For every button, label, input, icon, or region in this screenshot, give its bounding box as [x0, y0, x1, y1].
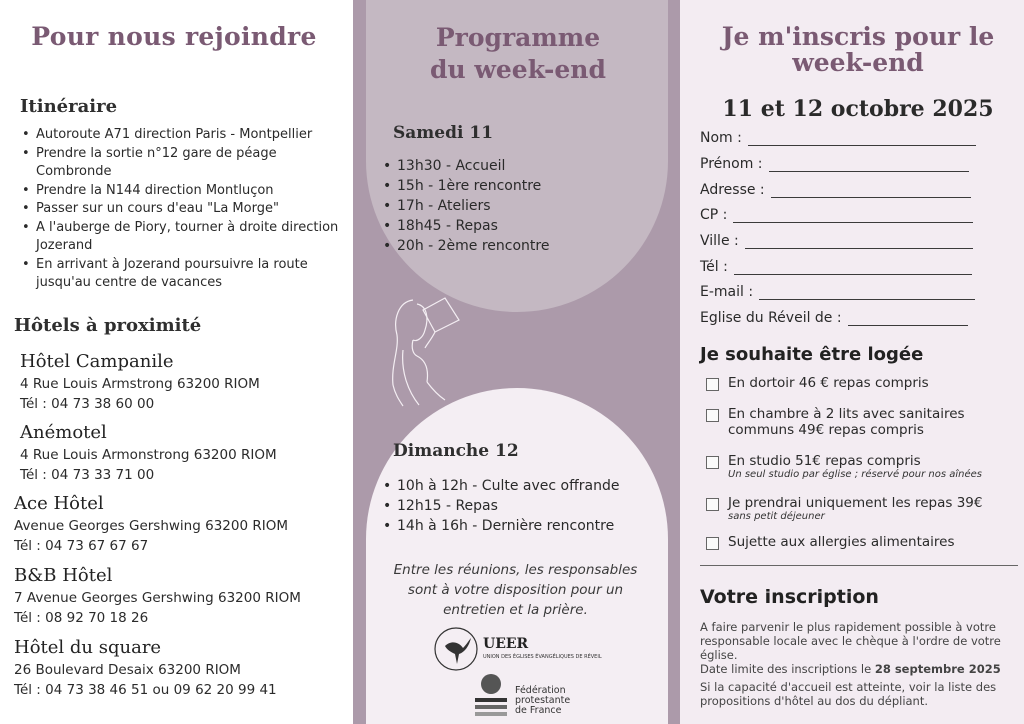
field-cp[interactable]: [700, 207, 973, 223]
checkbox[interactable]: [706, 498, 719, 511]
divider: [700, 565, 1018, 566]
field-line[interactable]: [769, 158, 969, 172]
itinerary-step: • Prendre la N144 direction Montluçon: [20, 182, 340, 201]
fpf-name: [515, 686, 570, 716]
field-adresse[interactable]: [700, 182, 971, 198]
option-note: sans petit déjeuner: [728, 511, 825, 522]
hotel-name: Anémotel: [20, 422, 107, 443]
program-note: Entre les réunions, les responsables sont à votre disposition pour un entretien et la prière.: [393, 562, 638, 618]
registration-title-line1: Je m'inscris pour le: [721, 22, 995, 51]
option-dortoir[interactable]: [706, 375, 929, 391]
registration-instructions: A faire parvenir le plus rapidement possible à votre responsable locale avec le chèque à l'ordre de votre église.: [700, 620, 1001, 662]
checkbox[interactable]: [706, 537, 719, 550]
fpf-logo: [473, 672, 603, 722]
checkbox[interactable]: [706, 409, 719, 422]
schedule-item: • 13h30 - Accueil: [381, 156, 651, 176]
hotel-entry: [14, 636, 277, 700]
hotel-name: Ace Hôtel: [14, 493, 104, 514]
dove-icon: [433, 626, 479, 672]
sunday-title: Dimanche 12: [393, 441, 519, 461]
itinerary-list: [20, 126, 340, 293]
hotel-address: 26 Boulevard Desaix 63200 RIOM: [14, 662, 241, 678]
registration-title-line2: week-end: [792, 48, 924, 77]
registration-deadline: [700, 662, 1010, 676]
hotel-address: Avenue Georges Gershwing 63200 RIOM: [14, 518, 288, 534]
schedule-item: • 20h - 2ème rencontre: [381, 236, 651, 256]
field-ville[interactable]: [700, 233, 973, 249]
hotel-phone: Tél : 08 92 70 18 26: [14, 610, 149, 626]
hotel-entry: [20, 421, 277, 485]
option-studio[interactable]: [706, 453, 1016, 481]
deadline-prefix: Date limite des inscriptions le: [700, 662, 875, 676]
registration-title: Votre inscription: [700, 586, 879, 608]
hotel-phone: Tél : 04 73 38 60 00: [20, 396, 155, 412]
ueer-full-name: UNION DES ÉGLISES ÉVANGÉLIQUES DE RÉVEIL: [483, 654, 602, 660]
schedule-item: • 10h à 12h - Culte avec offrande: [381, 476, 661, 496]
hotel-address: 4 Rue Louis Armonstrong 63200 RIOM: [20, 447, 277, 463]
field-label: Ville :: [700, 233, 739, 249]
program-title-line2: du week-end: [430, 55, 606, 84]
itinerary-step: • En arrivant à Jozerand poursuivre la route jusqu'au centre de vacances: [20, 256, 340, 293]
lodging-title: Je souhaite être logée: [700, 344, 924, 365]
left-title: Pour nous rejoindre: [31, 22, 317, 51]
option-note: Un seul studio par église ; réservé pour nos aînées: [728, 469, 982, 480]
field-line[interactable]: [759, 286, 975, 300]
saturday-list: [381, 156, 651, 256]
field-eglise[interactable]: [700, 310, 968, 326]
option-chambre[interactable]: [706, 406, 1006, 438]
field-label: Prénom :: [700, 156, 763, 172]
option-label: En chambre à 2 lits avec sanitaires communs 49€ repas compris: [728, 406, 965, 438]
hotel-entry: [14, 492, 288, 556]
hotel-phone: Tél : 04 73 33 71 00: [20, 467, 155, 483]
field-label: Eglise du Réveil de :: [700, 310, 842, 326]
field-label: Nom :: [700, 130, 742, 146]
hotel-address: 4 Rue Louis Armstrong 63200 RIOM: [20, 376, 260, 392]
fpf-line3: de France: [515, 705, 562, 716]
hotel-entry: [20, 350, 260, 414]
hotel-entry: [14, 564, 301, 628]
ueer-logo: [433, 626, 613, 672]
field-prenom[interactable]: [700, 156, 969, 172]
field-label: Adresse :: [700, 182, 765, 198]
checkbox[interactable]: [706, 378, 719, 391]
woman-reading-illustration: [373, 290, 463, 410]
fpf-line2: protestante: [515, 695, 571, 706]
field-label: E-mail :: [700, 284, 754, 300]
field-line[interactable]: [733, 209, 973, 223]
hotel-name: Hôtel du square: [14, 637, 162, 658]
hotels-title: Hôtels à proximité: [14, 315, 202, 336]
hotel-name: Hôtel Campanile: [20, 351, 174, 372]
fpf-line1: Fédération: [515, 685, 566, 696]
itinerary-step: • A l'auberge de Piory, tourner à droite direction Jozerand: [20, 219, 340, 256]
field-line[interactable]: [848, 312, 968, 326]
ueer-name: UEER: [483, 636, 529, 652]
field-nom[interactable]: [700, 130, 976, 146]
sunday-list: [381, 476, 661, 536]
itinerary-title: Itinéraire: [20, 96, 118, 117]
itinerary-step: • Autoroute A71 direction Paris - Montpellier: [20, 126, 340, 145]
schedule-item: • 15h - 1ère rencontre: [381, 176, 651, 196]
field-tel[interactable]: [700, 259, 972, 275]
field-line[interactable]: [748, 132, 976, 146]
itinerary-step: • Prendre la sortie n°12 gare de péage Combronde: [20, 145, 340, 182]
field-line[interactable]: [745, 235, 973, 249]
option-repas[interactable]: [706, 495, 982, 523]
field-label: Tél :: [700, 259, 728, 275]
field-line[interactable]: [771, 184, 971, 198]
schedule-item: • 14h à 16h - Dernière rencontre: [381, 516, 661, 536]
field-email[interactable]: [700, 284, 975, 300]
program-panel: [353, 0, 680, 724]
hotel-address: 7 Avenue Georges Gershwing 63200 RIOM: [14, 590, 301, 606]
checkbox[interactable]: [706, 456, 719, 469]
option-allergies[interactable]: [706, 534, 955, 550]
program-title: [393, 22, 643, 86]
itinerary-step: • Passer sur un cours d'eau "La Morge": [20, 200, 340, 219]
schedule-item: • 18h45 - Repas: [381, 216, 651, 236]
program-title-line1: Programme: [435, 23, 601, 52]
hotel-name: B&B Hôtel: [14, 565, 113, 586]
fpf-emblem-icon: [473, 672, 509, 720]
option-label: En studio 51€ repas compris: [728, 453, 921, 469]
hotel-phone: Tél : 04 73 38 46 51 ou 09 62 20 99 41: [14, 682, 277, 698]
field-label: CP :: [700, 207, 728, 223]
schedule-item: • 12h15 - Repas: [381, 496, 661, 516]
hotel-phone: Tél : 04 73 67 67 67: [14, 538, 149, 554]
event-date: 11 et 12 octobre 2025: [722, 96, 994, 122]
option-label: Je prendrai uniquement les repas 39€: [728, 495, 983, 511]
registration-form-title: [700, 24, 1016, 76]
capacity-note: Si la capacité d'accueil est atteinte, voir la liste des propositions d'hôtel au dos du dépliant.: [700, 680, 997, 708]
field-line[interactable]: [734, 261, 972, 275]
saturday-title: Samedi 11: [393, 123, 494, 143]
registration-panel: [680, 0, 1024, 724]
option-label: En dortoir 46 € repas compris: [728, 375, 929, 391]
left-panel: [0, 0, 353, 724]
schedule-item: • 17h - Ateliers: [381, 196, 651, 216]
deadline-date: 28 septembre 2025: [874, 662, 1001, 676]
option-label: Sujette aux allergies alimentaires: [728, 534, 955, 550]
